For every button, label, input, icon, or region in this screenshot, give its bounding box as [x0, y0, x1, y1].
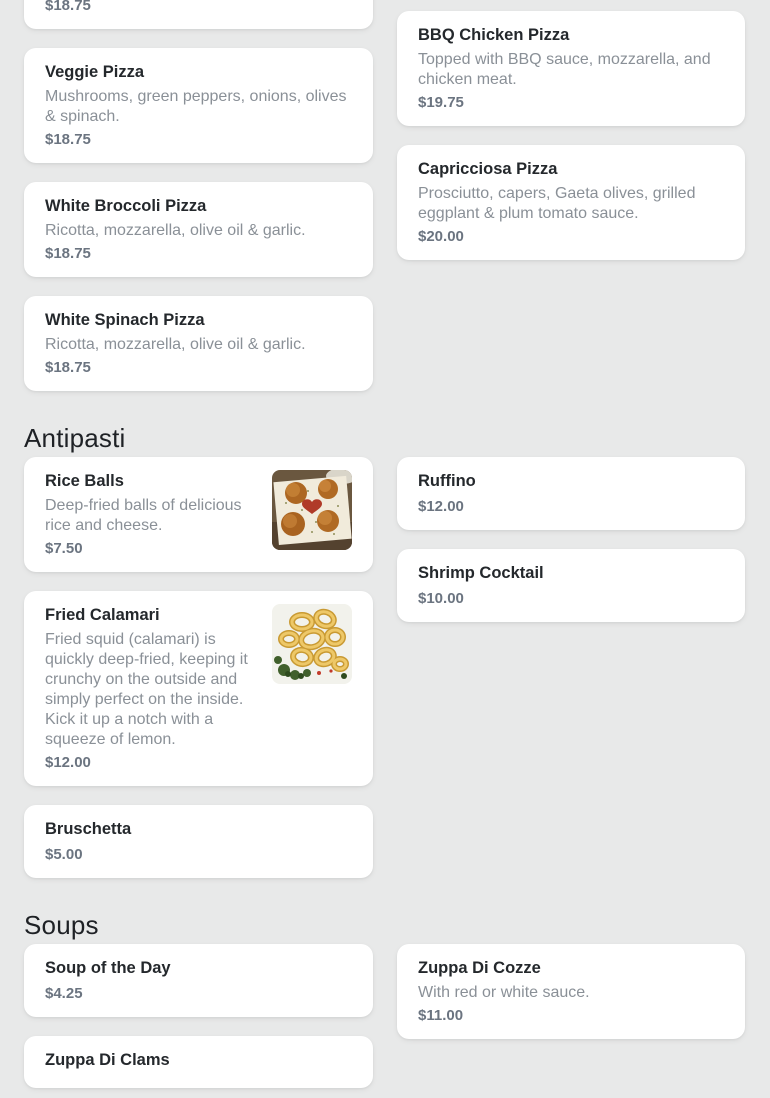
item-description: With red or white sauce.: [418, 984, 590, 1001]
item-description: Prosciutto, capers, Gaeta olives, grilled eggplant & plum tomato sauce.: [418, 185, 696, 222]
item-price: $18.75: [45, 131, 91, 148]
item-price: $12.00: [418, 498, 464, 515]
item-price: $4.25: [45, 985, 83, 1002]
menu-column-right: [397, 944, 745, 1039]
menu-item-card-bbq-chicken-pizza[interactable]: [397, 11, 745, 126]
menu-column-right: [397, 457, 745, 622]
menu-section-pizzas: [24, 0, 745, 391]
item-description: Topped with BBQ sauce, mozzarella, and chicken meat.: [418, 51, 711, 88]
menu-column-left: [24, 944, 373, 1088]
item-title: Soup of the Day: [45, 959, 171, 977]
menu-column-right: [397, 0, 745, 260]
item-description: Ricotta, mozzarella, olive oil & garlic.: [45, 222, 306, 239]
item-title: Zuppa Di Cozze: [418, 959, 541, 977]
menu-item-card-soup-of-the-day[interactable]: [24, 944, 373, 1017]
item-price: $5.00: [45, 846, 83, 863]
item-description: Fried squid (calamari) is quickly deep-fried, keeping it crunchy on the outside and simply perfect on the inside. Kick it up a notch with a squeeze of lemon.: [45, 631, 248, 748]
item-description: Deep-fried balls of delicious rice and cheese.: [45, 497, 242, 534]
item-price: $18.75: [45, 245, 91, 262]
item-title: Capricciosa Pizza: [418, 160, 558, 178]
item-price: $7.50: [45, 540, 83, 557]
menu-item-card-rice-balls[interactable]: [24, 457, 373, 572]
menu-item-card-white-broccoli-pizza[interactable]: [24, 182, 373, 277]
menu-item-card-ruffino[interactable]: [397, 457, 745, 530]
item-price: $10.00: [418, 590, 464, 607]
menu-item-card-zuppa-di-clams[interactable]: [24, 1036, 373, 1088]
menu-section-antipasti: [24, 457, 745, 878]
item-title: BBQ Chicken Pizza: [418, 26, 570, 44]
item-title: White Broccoli Pizza: [45, 197, 207, 215]
item-price: $19.75: [418, 94, 464, 111]
item-title: Fried Calamari: [45, 606, 160, 624]
menu-item-card-veggie-pizza[interactable]: [24, 48, 373, 163]
menu-item-card-zuppa-di-cozze[interactable]: [397, 944, 745, 1039]
item-title: Shrimp Cocktail: [418, 564, 544, 582]
menu-item-card-white-spinach-pizza[interactable]: [24, 296, 373, 391]
section-heading-antipasti: Antipasti: [24, 423, 126, 453]
item-price: $11.00: [418, 1007, 464, 1024]
item-title: Ruffino: [418, 472, 476, 490]
fried-calamari-photo: [272, 604, 352, 684]
menu-item-card-fried-calamari[interactable]: [24, 591, 373, 786]
item-price: $18.75: [45, 359, 91, 376]
item-price: $20.00: [418, 228, 464, 245]
item-price: $18.75: [45, 0, 91, 14]
item-price: $12.00: [45, 754, 91, 771]
item-title: Veggie Pizza: [45, 63, 145, 81]
item-description: Mushrooms, green peppers, onions, olives & spinach.: [45, 88, 347, 125]
section-heading-soups: Soups: [24, 910, 99, 940]
item-title: White Spinach Pizza: [45, 311, 205, 329]
item-title: Zuppa Di Clams: [45, 1051, 170, 1069]
menu-column-left: [24, 457, 373, 878]
menu-item-card-capricciosa-pizza[interactable]: [397, 145, 745, 260]
menu-item-card-shrimp-cocktail[interactable]: [397, 549, 745, 622]
menu-section-soups: [24, 944, 745, 1088]
rice-balls-photo: [272, 470, 352, 550]
item-description: Ricotta, mozzarella, olive oil & garlic.: [45, 336, 306, 353]
menu-item-card-cutoff[interactable]: [24, 0, 373, 29]
menu-column-left: [24, 0, 373, 391]
menu-item-card-bruschetta[interactable]: [24, 805, 373, 878]
item-title: Rice Balls: [45, 472, 124, 490]
item-title: Bruschetta: [45, 820, 132, 838]
